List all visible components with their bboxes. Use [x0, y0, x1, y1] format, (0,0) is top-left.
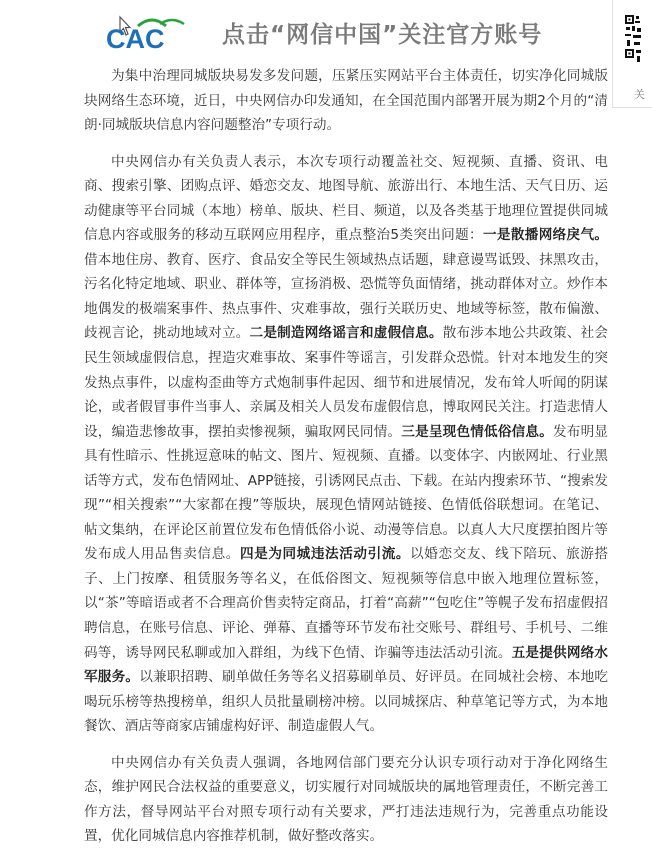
problems-text-3: 散布涉本地公共政策、社会民生领域虚假信息，捏造灾难事故、案事件等谣言，引发群众恐慌。针对本地发生的突发热点事件，以虚构歪曲等方式炮制事件起因、细节和进展情况，发布耸人听闻的阴谋论，或者假冒事件当事人、亲属及相关人员发布虚假信息，博取网民关注。打造悲情人设，编造悲惨故事，摆拍卖惨视频，骗取网民同情。 [84, 325, 609, 440]
problems-text-6: 以兼职招聘、刷单做任务等名义招募刷单员、好评员。在同城社会榜、本地吃喝玩乐榜等热搜榜单，组织人员批量刷榜冲榜。以同城探店、种草笔记等方式，为本地餐饮、酒店等商家店铺虚构好评、制造虚假人气。 [84, 669, 609, 735]
logo-text: CAC [106, 24, 165, 54]
problem-3-title: 三是呈现色情低俗信息。 [401, 423, 554, 440]
side-caption: 关 [634, 88, 645, 101]
problem-5-title: 五是提供网络水军服务。 [84, 644, 609, 686]
problems-text-1: 中央网信办有关负责人表示，本次专项行动覆盖社交、短视频、直播、资讯、电商、搜索引擎、团购点评、婚恋交友、地图导航、旅游出行、本地生活、天气日历、运动健康等平台同城（本地）榜单、版块、栏目、频道，以及各类基于地理位置提供同城信息内容或服务的移动互联网应用程序，重点整治5类突出问题： [84, 153, 608, 244]
qr-code-icon [624, 14, 642, 64]
article-body [84, 64, 608, 861]
problems-text-5: 以婚恋交友、线下陪玩、旅游搭子、上门按摩、租赁服务等名义，在低俗图文、短视频等信息中嵌入地理位置标签，以“茶”等暗语或者不合理高价售卖特定商品，打着“高薪”“包吃住”等幌子发布招虚假招聘信息，在账号信息、评论、弹幕、直播等环节发布社交账号、群组号、手机号、二维码等，诱导网民私聊或加入群组，为线下色情、诈骗等违法活动引流。 [84, 546, 609, 661]
paragraph-conclusion: 中央网信办有关负责人强调，各地网信部门要充分认识专项行动对于净化网络生态，维护网民合法权益的重要意义，切实履行对同城版块的属地管理责任，不断完善工作方法，督导网站平台对照专项行动有关要求，严打违法违规行为，完善重点功能设置，优化同城信息内容推荐机制，做好整改落实。 [84, 754, 608, 845]
cac-logo-graphic [100, 12, 208, 52]
problems-text-2: 借本地住房、教育、医疗、食品安全等民生领域热点话题，肆意谩骂诋毁、抹黑攻击，污名化特定地域、职业、群体等，宣扬消极、恐慌等负面情绪，挑动群体对立。炒作本地偶发的极端案事件、热点事件、灾难事故，强行关联历史、地域等标签，散布偏激、歧视言论，挑动地域对立。 [84, 251, 608, 342]
cac-logo [100, 12, 208, 52]
problem-4-title: 四是为同城违法活动引流。 [239, 546, 411, 563]
problem-2-title: 二是制造网络谣言和虚假信息。 [249, 325, 443, 342]
qr-code-widget[interactable] [612, 0, 652, 108]
problem-1-title: 一是散播网络戾气。 [482, 227, 609, 244]
paragraph-problems [84, 150, 608, 739]
paragraph-intro: 为集中治理同城版块易发多发问题，压紧压实网站平台主体责任，切实净化同城版块网络生态环境，近日，中央网信办印发通知，在全国范围内部署开展为期2个月的“清朗·同城版块信息内容问题整治”专项行动。 [84, 68, 608, 134]
banner-text: 点击“网信中国”关注官方账号 [222, 21, 543, 48]
problems-text-4: 发布明显具有性暗示、性挑逗意味的帖文、图片、短视频、直播。以变体字、内嵌网址、行业黑话等方式，发布色情网址、APP链接，引诱网民点击、下载。在站内搜索环节、“搜索发现”“相关搜索”“大家都在搜”等版块，展现色情网站链接、色情低俗联想词。在笔记、帖文集纳，在评论区前置位发布色情低俗小说、动漫等信息。以真人大尺度摆拍图片等发布成人用品售卖信息。 [84, 423, 609, 563]
follow-banner[interactable] [100, 12, 560, 52]
